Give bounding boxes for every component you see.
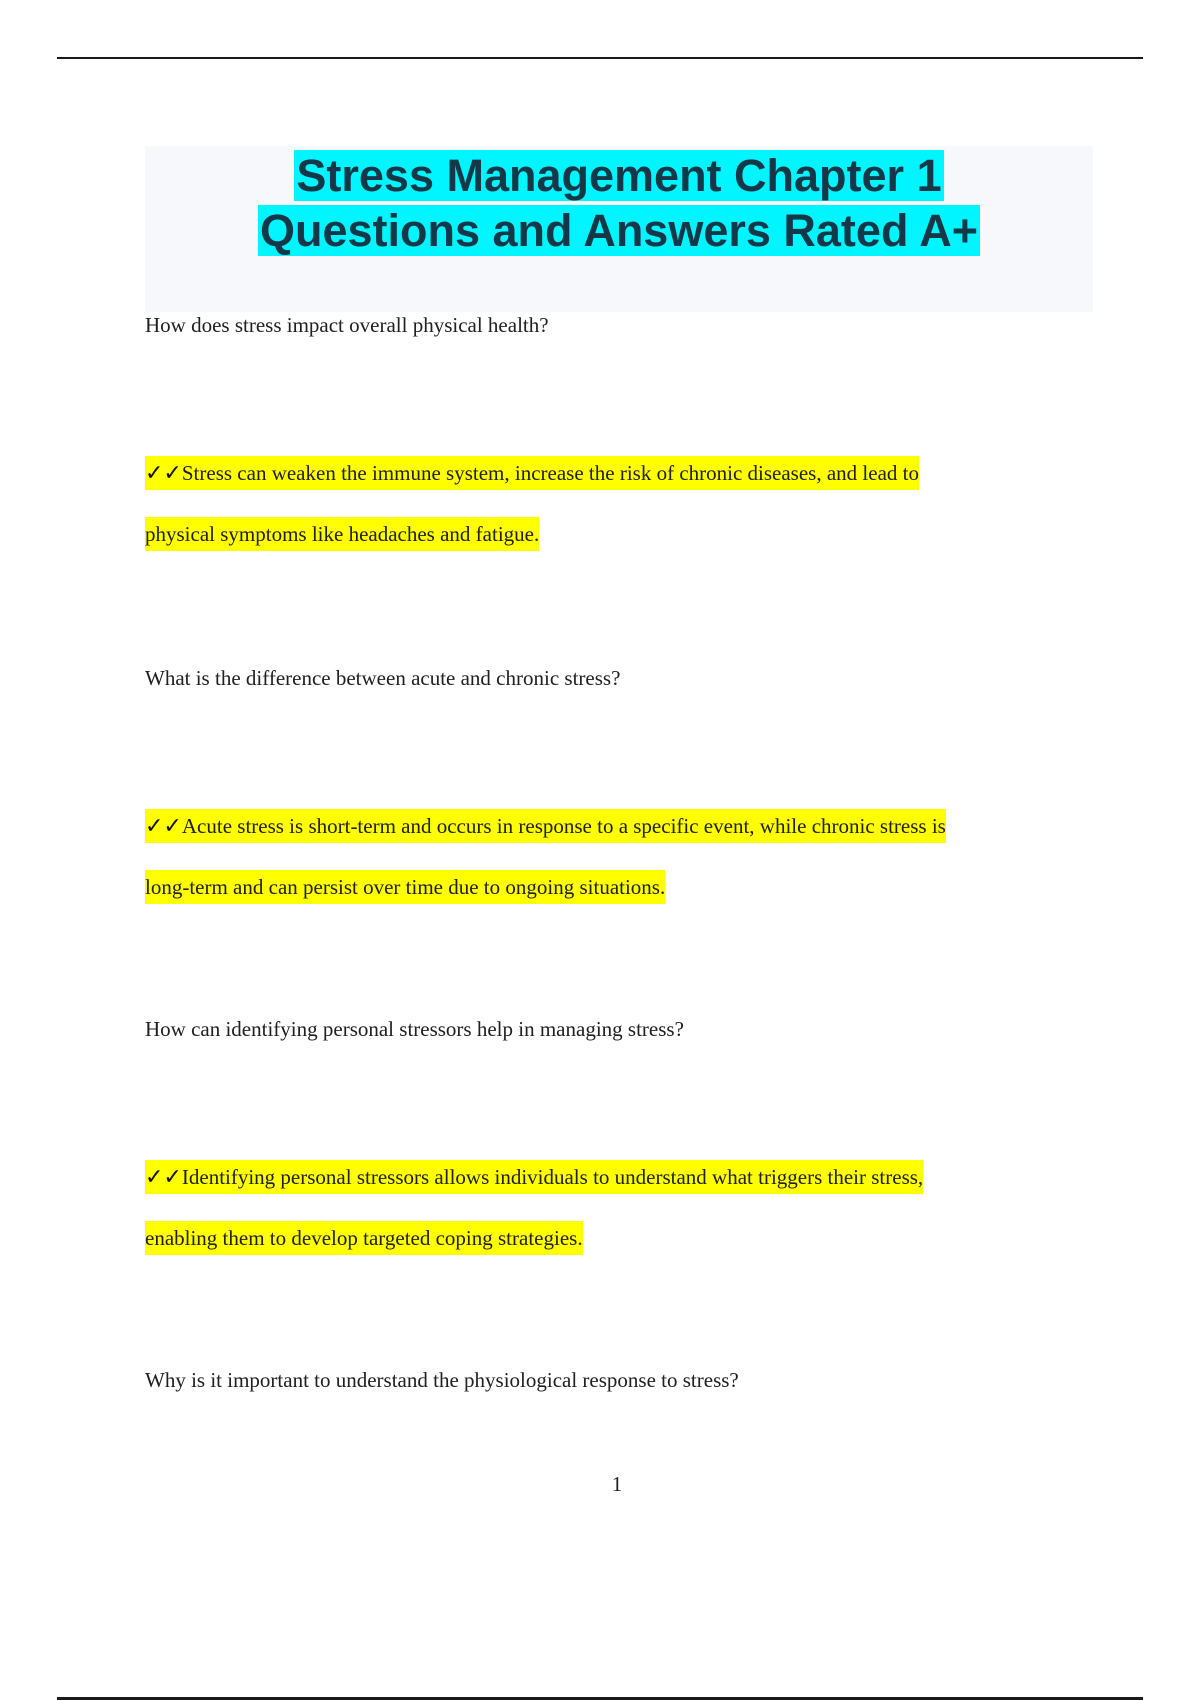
check-icon: ✓✓	[145, 814, 182, 839]
answer-1-line-2: physical symptoms like headaches and fatigue.	[145, 522, 540, 546]
answer-3-line-1: Identifying personal stressors allows individuals to understand what triggers their stress,	[181, 1165, 924, 1189]
answer-1-highlight	[145, 456, 919, 551]
check-icon: ✓✓	[145, 1165, 182, 1190]
answer-3-highlight	[145, 1160, 923, 1255]
top-rule	[57, 57, 1143, 59]
page-number: 1	[611, 1472, 623, 1496]
check-icon: ✓✓	[145, 461, 182, 486]
question-4: Why is it important to understand the physiological response to stress?	[145, 1368, 739, 1392]
question-2: What is the difference between acute and chronic stress?	[145, 666, 621, 690]
answer-2-highlight	[145, 809, 946, 904]
answer-3	[145, 1147, 1075, 1269]
answer-2	[145, 796, 1075, 918]
answer-2-line-2: long-term and can persist over time due to ongoing situations.	[145, 875, 666, 899]
question-3: How can identifying personal stressors help in managing stress?	[145, 1017, 684, 1041]
answer-3-line-2: enabling them to develop targeted coping strategies.	[145, 1226, 583, 1250]
answer-2-line-1: Acute stress is short-term and occurs in response to a specific event, while chronic stress is	[181, 814, 946, 838]
title-line-2: Questions and Answers Rated A+	[259, 205, 979, 256]
question-1: How does stress impact overall physical health?	[145, 313, 549, 337]
answer-1-line-1: Stress can weaken the immune system, increase the risk of chronic diseases, and lead to	[181, 461, 919, 485]
title-line-1: Stress Management Chapter 1	[296, 150, 942, 201]
answer-1	[145, 443, 1075, 565]
document-title	[145, 148, 1093, 258]
